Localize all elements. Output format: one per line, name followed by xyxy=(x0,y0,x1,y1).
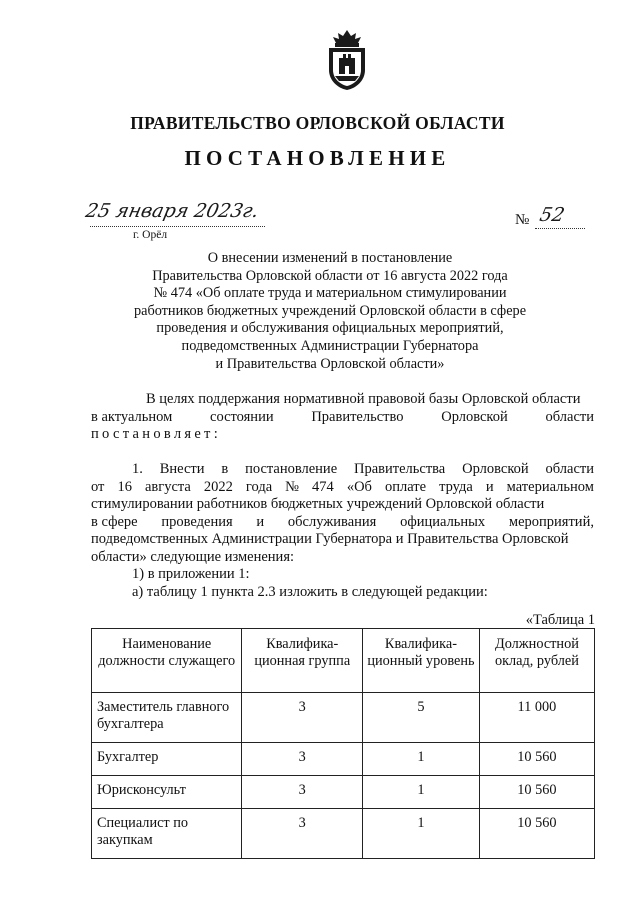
word: труда xyxy=(439,478,473,495)
table-cell: 3 xyxy=(242,809,363,859)
handwritten-date: 25 января 2023г. xyxy=(83,200,261,222)
table-cell: 1 xyxy=(363,743,480,776)
body-line-justified xyxy=(91,514,594,532)
word: постановление xyxy=(245,461,338,477)
word: проведения xyxy=(161,513,233,530)
table-cell: 10 560 xyxy=(479,776,594,809)
table-cell: Заместитель главного бухгалтера xyxy=(92,693,242,743)
document-type-title: ПОСТАНОВЛЕНИЕ xyxy=(184,146,451,170)
word: года xyxy=(245,478,273,495)
column-header: Должностной оклад, рублей xyxy=(479,629,594,693)
city-label: г. Орёл xyxy=(133,229,168,241)
word: Орловской xyxy=(441,408,508,425)
column-header: Квалифика-ционный уровень xyxy=(363,629,480,693)
subject-line: Правительства Орловской области от 16 августа 2022 года xyxy=(152,267,508,284)
table-cell: 3 xyxy=(242,693,363,743)
subitem-1 xyxy=(91,566,594,584)
body-line: а) таблицу 1 пункта 2.3 изложить в следующей редакции: xyxy=(132,584,488,600)
word: 2022 xyxy=(203,478,233,495)
word: и xyxy=(256,513,265,530)
column-header: Наименование должности служащего xyxy=(92,629,242,693)
table-row xyxy=(92,743,595,776)
word: № xyxy=(285,478,300,495)
table-cell: Юрисконсульт xyxy=(92,776,242,809)
word: Правительства xyxy=(354,461,446,477)
coat-of-arms-icon xyxy=(321,28,373,92)
subject-line: работников бюджетных учреждений Орловской области в сфере xyxy=(133,302,527,319)
subject-line: подведомственных Администрации Губернатора xyxy=(181,337,479,354)
item-1-paragraph xyxy=(91,461,594,567)
body-line-justified xyxy=(91,479,594,497)
word: материальном xyxy=(506,478,594,495)
body-line: стимулировании работников бюджетных учреждений Орловской области xyxy=(91,496,545,513)
subitem-a xyxy=(91,584,594,602)
organization-title: ПРАВИТЕЛЬСТВО ОРЛОВСКОЙ ОБЛАСТИ xyxy=(130,113,505,133)
table-cell: 1 xyxy=(363,776,480,809)
word: оплате xyxy=(384,478,427,495)
body-line-justified xyxy=(91,409,594,427)
body-line: области» следующие изменения: xyxy=(91,548,295,565)
word: в xyxy=(221,461,229,477)
table-cell: 5 xyxy=(363,693,480,743)
subject-line: и Правительства Орловской области» xyxy=(215,355,445,372)
word: мероприятий, xyxy=(508,513,594,530)
body-line-justified xyxy=(91,461,594,479)
word: области xyxy=(545,461,594,477)
body-line: В целях поддержания нормативной правовой базы Орловской области xyxy=(146,391,581,407)
table-cell: Специалист по закупкам xyxy=(92,809,242,859)
word: августа xyxy=(144,478,191,495)
table-cell: 10 560 xyxy=(479,743,594,776)
document-subject xyxy=(100,250,560,373)
word: и xyxy=(485,478,494,495)
table-row xyxy=(92,693,595,743)
word: Внести xyxy=(159,461,205,477)
table-cell: 3 xyxy=(242,776,363,809)
word: области xyxy=(545,408,594,425)
salary-table xyxy=(91,628,595,859)
body-line: 1) в приложении 1: xyxy=(132,566,250,582)
table-cell: 3 xyxy=(242,743,363,776)
number-label: № xyxy=(515,212,530,228)
date-underline xyxy=(90,226,265,227)
table-cell: 1 xyxy=(363,809,480,859)
table-header-row xyxy=(92,629,595,693)
word: 16 xyxy=(117,478,132,495)
resolution-keyword: постановляет: xyxy=(91,426,222,443)
word: от xyxy=(91,478,105,495)
table-caption: «Таблица 1 xyxy=(525,612,595,628)
table-cell: 11 000 xyxy=(479,693,594,743)
number-underline xyxy=(535,228,585,229)
word: «Об xyxy=(346,478,372,495)
word: в сфере xyxy=(91,513,138,530)
word: обслуживания xyxy=(287,513,377,530)
word: 474 xyxy=(312,478,334,495)
column-header: Квалифика-ционная группа xyxy=(242,629,363,693)
intro-paragraph xyxy=(91,391,594,444)
word: в актуальном xyxy=(91,408,173,425)
word: 1. xyxy=(132,461,143,477)
subject-line: О внесении изменений в постановление xyxy=(207,250,453,266)
table-row xyxy=(92,776,595,809)
word: Орловской xyxy=(462,461,529,477)
word: состоянии xyxy=(210,408,274,425)
table-row xyxy=(92,809,595,859)
handwritten-number: 52 xyxy=(537,204,567,226)
subject-line: № 474 «Об оплате труда и материальном стимулировании xyxy=(153,285,507,302)
body-line: подведомственных Администрации Губернатора и Правительства Орловской xyxy=(91,531,569,548)
table-cell: 10 560 xyxy=(479,809,594,859)
table-cell: Бухгалтер xyxy=(92,743,242,776)
word: официальных xyxy=(400,513,486,530)
word: Правительство xyxy=(311,408,404,425)
subject-line: проведения и обслуживания официальных мероприятий, xyxy=(156,320,504,337)
